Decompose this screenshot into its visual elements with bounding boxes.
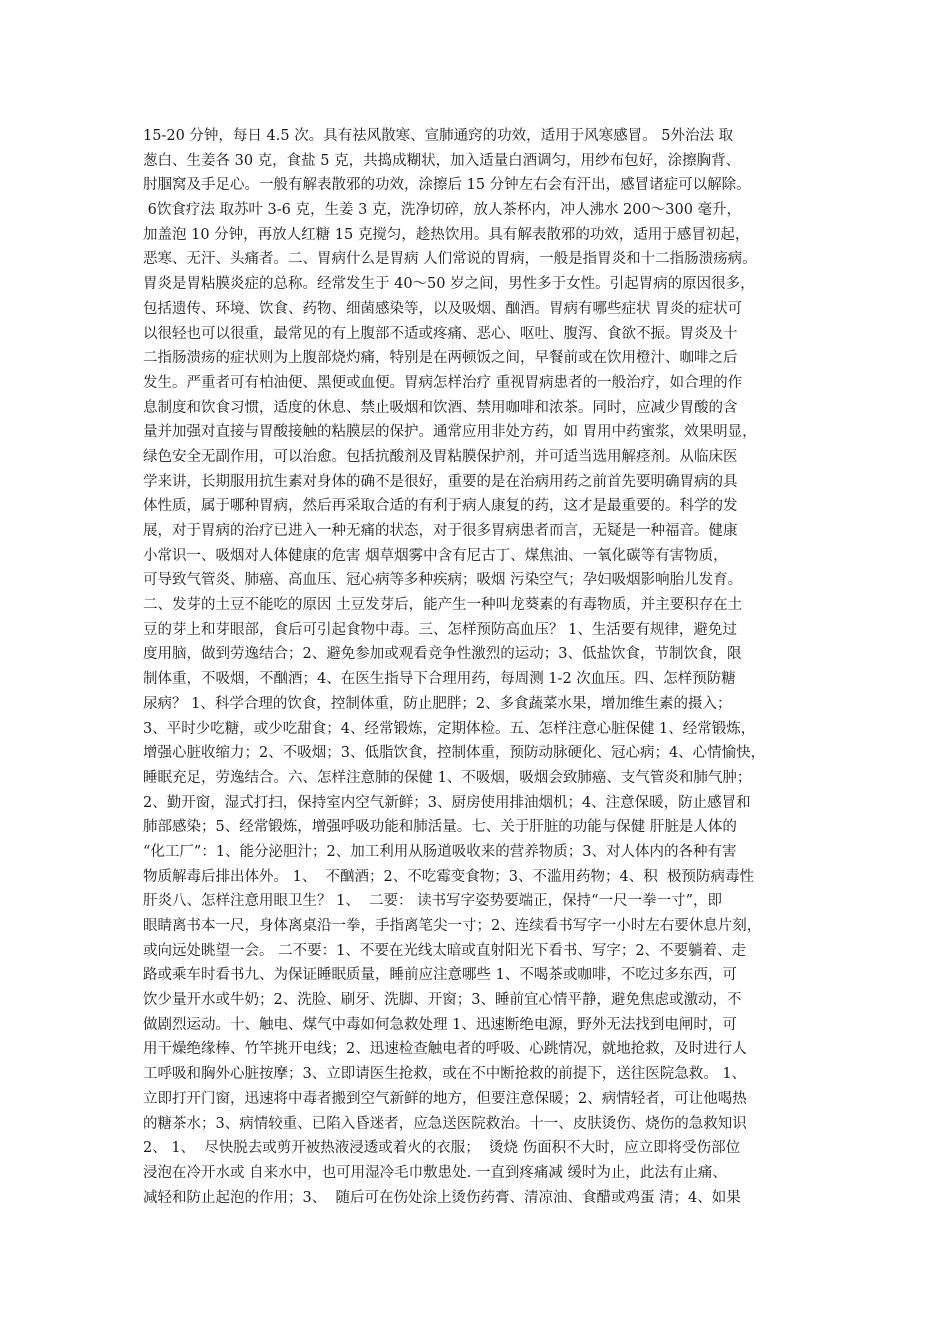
text-line: 加盖泡 10 分钟，再放人红糖 15 克搅匀，趁热饮用。具有解表散邪的功效，适用于感冒初起， xyxy=(143,226,750,243)
text-line: 恶寒、无汗、头痛者。二、胃病什么是胃病 人们常说的胃病，一般是指胃炎和十二指肠溃疡病。 xyxy=(143,251,757,268)
text-line: 包括遗传、环境、饮食、药物、细菌感染等，以及吸烟、酗酒。胃病有哪些症状 胃炎的症状可 xyxy=(143,300,743,317)
text-line: 发生。严重者可有柏油便、黑便或血便。胃病怎样治疗 重视胃病患者的一般治疗，如合理的作 xyxy=(143,374,743,391)
text-line: 可导致气管炎、肺癌、高血压、冠心病等多种疾病；吸烟 污染空气；孕妇吸烟影响胎儿发育。 xyxy=(143,572,743,589)
text-line: 做剧烈运动。十、触电、煤气中毒如何急救处理 1、迅速断绝电源，野外无法找到电闸时，可 xyxy=(143,1016,737,1033)
text-line: 体性质，属于哪种胃病，然后再采取合适的有利于病人康复的药，这才是最重要的。科学的发 xyxy=(143,498,738,515)
text-line: 2、 1、 尽快脱去或剪开被热液浸透或着火的衣服； 烫烧 伤面积不大时，应立即将受伤部位 xyxy=(143,1140,741,1157)
text-line: 绿色安全无副作用，可以治愈。包括抗酸剂及胃粘膜保护剂，并可适当选用解痉剂。从临床医 xyxy=(143,448,738,465)
text-line: 展，对于胃病的治疗已进入一种无痛的状态，对于很多胃病患者而言，无疑是一种福音。健康 xyxy=(143,523,738,539)
text-line: 物质解毒后排出体外。 1、 不酗酒；2、不吃霉变食物；3、不滥用药物；4、积 极预防病毒性 xyxy=(143,868,754,885)
text-line: 增强心脏收缩力；2、不吸烟；3、低脂饮食，控制体重，预防动脉硬化、冠心病；4、心情愉快， xyxy=(143,745,766,762)
text-line: 浸泡在冷开水或 自来水中，也可用湿冷毛巾敷患处. 一直到疼痛减 缓时为止，此法有止痛、 xyxy=(143,1164,727,1181)
text-line: 工呼吸和胸外心脏按摩；3、立即请医生抢救，或在不中断抢救的前提下，送往医院急救。 1、 xyxy=(143,1066,747,1083)
text-line: 学来讲，长期服用抗生素对身体的确不是很好，重要的是在治病用药之前首先要明确胃病的具 xyxy=(143,473,738,490)
text-line: 或向远处眺望一会。 二不要：1、不要在光线太暗或直射阳光下看书、写字；2、不要躺着、走 xyxy=(143,942,747,959)
text-line: “化工厂”：1、能分泌胆汁；2、加工利用从肠道吸收来的营养物质；3、对人体内的各种有害 xyxy=(143,843,737,860)
text-line: 肘腘窝及手足心。一般有解表散邪的功效，涂擦后 15 分钟左右会有汗出，感冒诸症可以解除。 xyxy=(143,177,751,194)
text-line: 量并加强对直接与胃酸接触的粘膜层的保护。通常应用非处方药，如 胃用中药蜜浆，效果明显， xyxy=(143,424,757,441)
text-line: 立即打开门窗，迅速将中毒者搬到空气新鲜的地方，但要注意保暖；2、病情轻者，可让他喝热 xyxy=(143,1090,747,1107)
text-line: 6饮食疗法 取苏叶 3-6 克，生姜 3 克，洗净切碎，放人茶杯内，冲人沸水 200～300 毫升， xyxy=(143,202,742,219)
text-line: 的糖茶水；3、病情较重、已陷入昏迷者，应急送医院救治。十一、皮肤烫伤、烧伤的急救知识 xyxy=(143,1115,747,1132)
text-line: 减轻和防止起泡的作用；3、 随后可在伤处涂上烫伤药膏、清凉油、食醋或鸡蛋 清；4、如果 xyxy=(143,1189,741,1206)
text-line: 小常识一、吸烟对人体健康的危害 烟草烟雾中含有尼古丁、煤焦油、一氧化碳等有害物质， xyxy=(143,547,728,564)
text-line: 二、发芽的土豆不能吃的原因 土豆发芽后，能产生一种叫龙葵素的有毒物质，并主要积存在土 xyxy=(143,597,743,614)
text-line: 豆的芽上和芽眼部，食后可引起食物中毒。三、怎样预防高血压？ 1、生活要有规律，避免过 xyxy=(143,621,737,638)
text-line: 度用脑，做到劳逸结合；2、避免参加或观看竞争性激烈的运动；3、低盐饮食，节制饮食，限 xyxy=(143,646,742,663)
body-text xyxy=(143,124,843,1210)
text-line: 2、勤开窗，湿式打扫，保持室内空气新鲜；3、厨房使用排油烟机；4、注意保暖，防止感冒和 xyxy=(143,794,751,811)
text-line: 制体重，不吸烟，不酗酒；4、在医生指导下合理用药，每周测 1-2 次血压。四、怎样预防糖 xyxy=(143,671,736,688)
text-line: 用干燥绝缘棒、竹竿挑开电线；2、迅速检查触电者的呼吸、心跳情况，就地抢救，及时进行人 xyxy=(143,1041,747,1058)
text-line: 以很轻也可以很重，最常见的有上腹部不适或疼痛、恶心、呕吐、腹泻、食欲不振。胃炎及十 xyxy=(143,325,738,342)
text-line: 二指肠溃疡的症状则为上腹部烧灼痛，特别是在两顿饭之间，早餐前或在饮用橙汁、咖啡之后 xyxy=(143,350,738,367)
text-line: 肺部感染；5、经常锻炼，增强呼吸功能和肺活量。七、关于肝脏的功能与保健 肝脏是人体的 xyxy=(143,819,737,836)
text-line: 睡眠充足，劳逸结合。六、怎样注意肺的保健 1、不吸烟，吸烟会致肺癌、支气管炎和肺气肿； xyxy=(143,769,752,786)
text-line: 胃炎是胃粘膜炎症的总称。经常发生于 40～50 岁之间，男性多于女性。引起胃病的原因很多， xyxy=(143,276,755,293)
text-line: 息制度和饮食习惯，适度的休息、禁止吸烟和饮酒、禁用咖啡和浓茶。同时，应减少胃酸的含 xyxy=(143,399,738,416)
text-line: 15-20 分钟，每日 4.5 次。具有祛风散寒、宣肺通窍的功效，适用于风寒感冒。 5外治法 取 xyxy=(143,128,734,144)
text-line: 饮少量开水或牛奶；2、洗脸、刷牙、洗脚、开窗；3、睡前宜心情平静，避免焦虑或激动，不 xyxy=(143,992,742,1009)
text-line: 葱白、生姜各 30 克，食盐 5 克，共捣成糊状，加入适量白酒调匀，用纱布包好，涂擦胸背、 xyxy=(143,152,741,169)
text-line: 眼睛离书本一尺，身体离桌沿一拳，手指离笔尖一寸；2、连续看书写字一小时左右要休息片刻， xyxy=(143,918,762,934)
text-line: 3、平时少吃糖，或少吃甜食；4、经常锻炼，定期体检。五、怎样注意心脏保健 1、经常锻炼， xyxy=(143,720,756,737)
text-line: 尿病？ 1、科学合理的饮食，控制体重，防止肥胖；2、多食蔬菜水果，增加维生素的摄入； xyxy=(143,695,732,712)
text-line: 肝炎八、怎样注意用眼卫生？ 1、 二要： 读书写字姿势要端正，保持“一尺一拳一寸”，即 xyxy=(143,893,722,910)
text-line: 路或乘车时看书九、为保证睡眠质量，睡前应注意哪些 1、不喝茶或咖啡，不吃过多东西，可 xyxy=(143,967,737,984)
